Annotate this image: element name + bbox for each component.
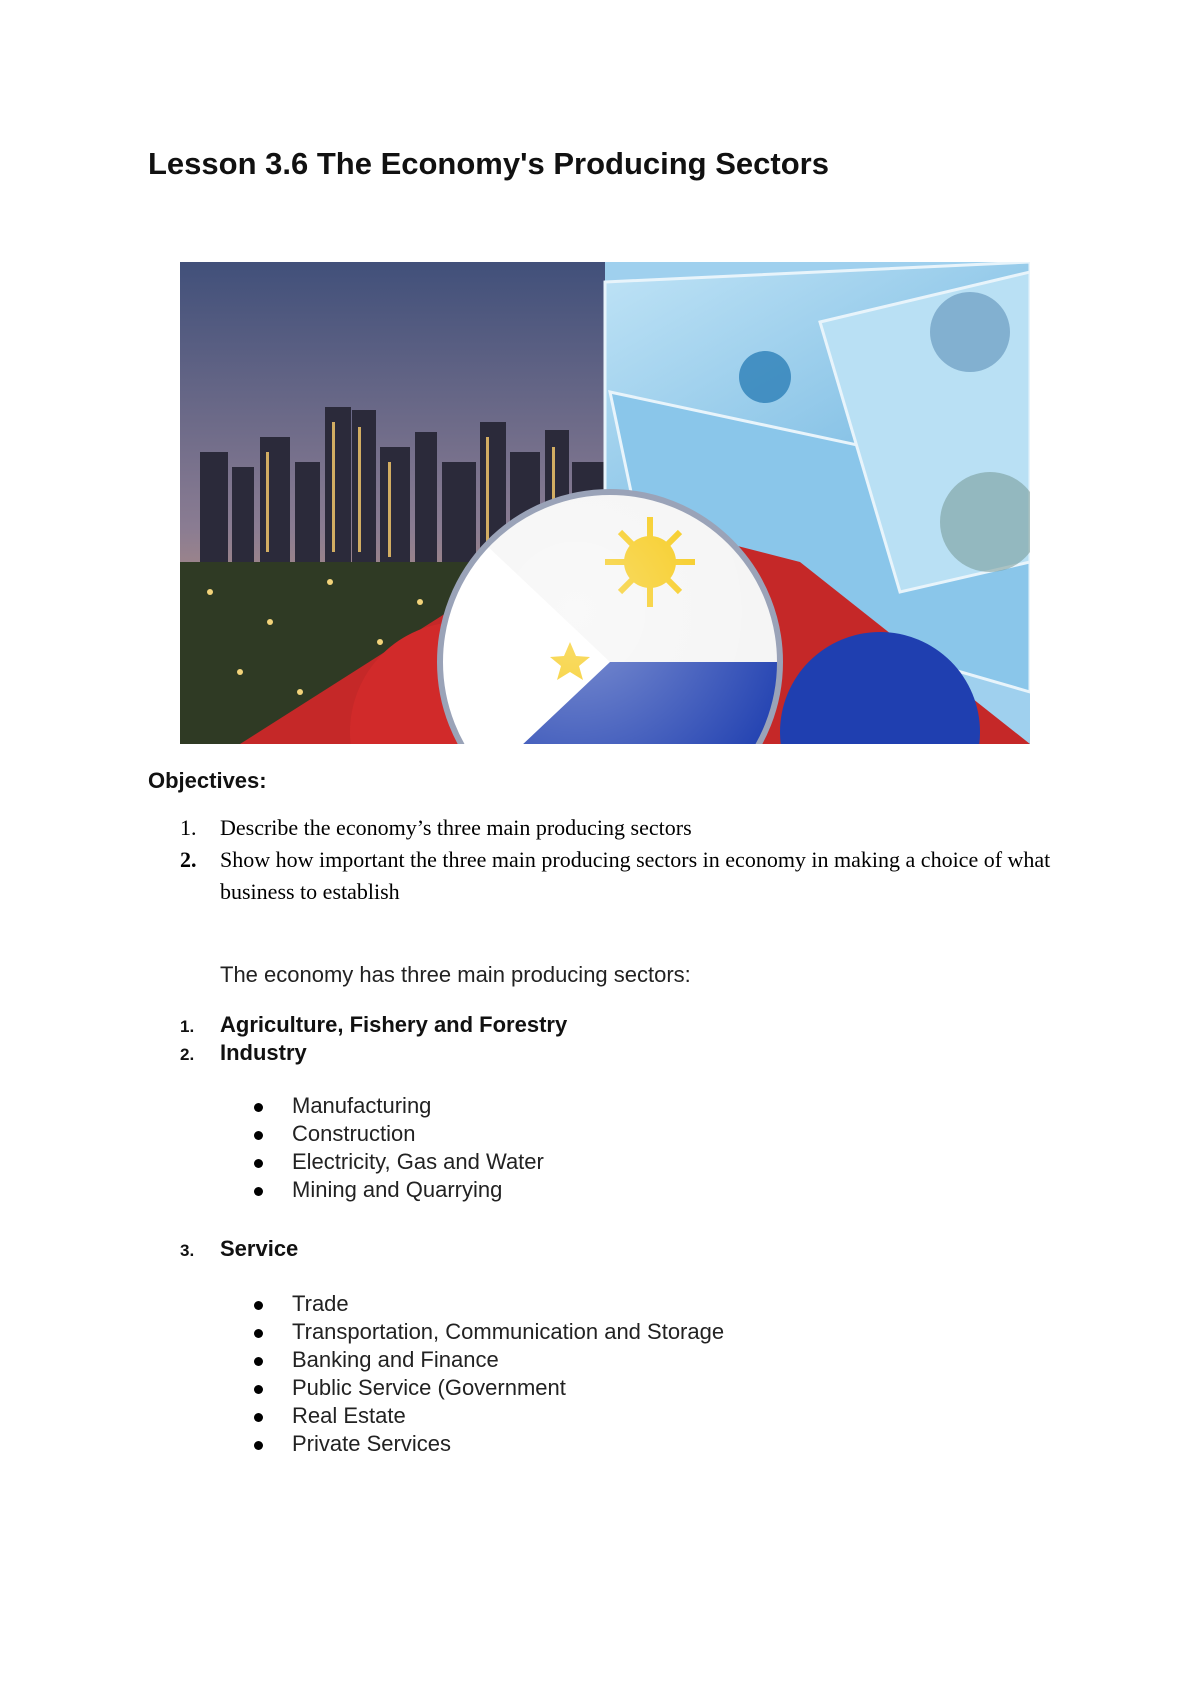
sector-heading-industry	[180, 1040, 307, 1066]
list-item: Real Estate	[254, 1402, 724, 1430]
bullet-icon	[254, 1357, 263, 1366]
sector-number: 1.	[180, 1017, 195, 1036]
list-item: Transportation, Communication and Storage	[254, 1318, 724, 1346]
bullet-icon	[254, 1385, 263, 1394]
list-item: Private Services	[254, 1430, 724, 1458]
list-item: Manufacturing	[254, 1092, 544, 1120]
list-item: Electricity, Gas and Water	[254, 1148, 544, 1176]
bullet-icon	[254, 1301, 263, 1310]
bullet-icon	[254, 1131, 263, 1140]
list-item: Banking and Finance	[254, 1346, 724, 1374]
objective-text: Show how important the three main producing sectors in economy in making a choice of what business to establish	[220, 847, 1051, 904]
list-item: Mining and Quarrying	[254, 1176, 544, 1204]
objective-number: 2.	[180, 847, 197, 872]
industry-sub-list	[254, 1092, 544, 1204]
bullet-icon	[254, 1159, 263, 1168]
sector-name: Service	[220, 1236, 299, 1261]
bullet-icon	[254, 1103, 263, 1112]
sector-heading-agriculture	[180, 1012, 567, 1038]
sector-number: 2.	[180, 1045, 195, 1064]
service-sub-list	[254, 1290, 724, 1458]
bullet-icon	[254, 1187, 263, 1196]
sector-number: 3.	[180, 1241, 195, 1260]
objectives-heading: Objectives:	[148, 768, 267, 793]
objective-text: Describe the economy’s three main producing sectors	[220, 815, 692, 840]
objectives-list	[148, 812, 1078, 908]
list-item: Public Service (Government	[254, 1374, 724, 1402]
sector-name: Agriculture, Fishery and Forestry	[220, 1012, 568, 1037]
list-item: Trade	[254, 1290, 724, 1318]
bullet-icon	[254, 1441, 263, 1450]
sector-name: Industry	[220, 1040, 307, 1065]
objective-item-2	[148, 844, 1078, 908]
objective-number: 1.	[180, 815, 197, 840]
intro-text: The economy has three main producing sectors:	[220, 962, 691, 987]
hero-image	[180, 262, 1030, 744]
objective-item-1	[148, 812, 1078, 844]
page-title: Lesson 3.6 The Economy's Producing Sectors	[148, 146, 829, 181]
list-item: Construction	[254, 1120, 544, 1148]
bullet-icon	[254, 1329, 263, 1338]
sector-heading-service	[180, 1236, 298, 1262]
bullet-icon	[254, 1413, 263, 1422]
